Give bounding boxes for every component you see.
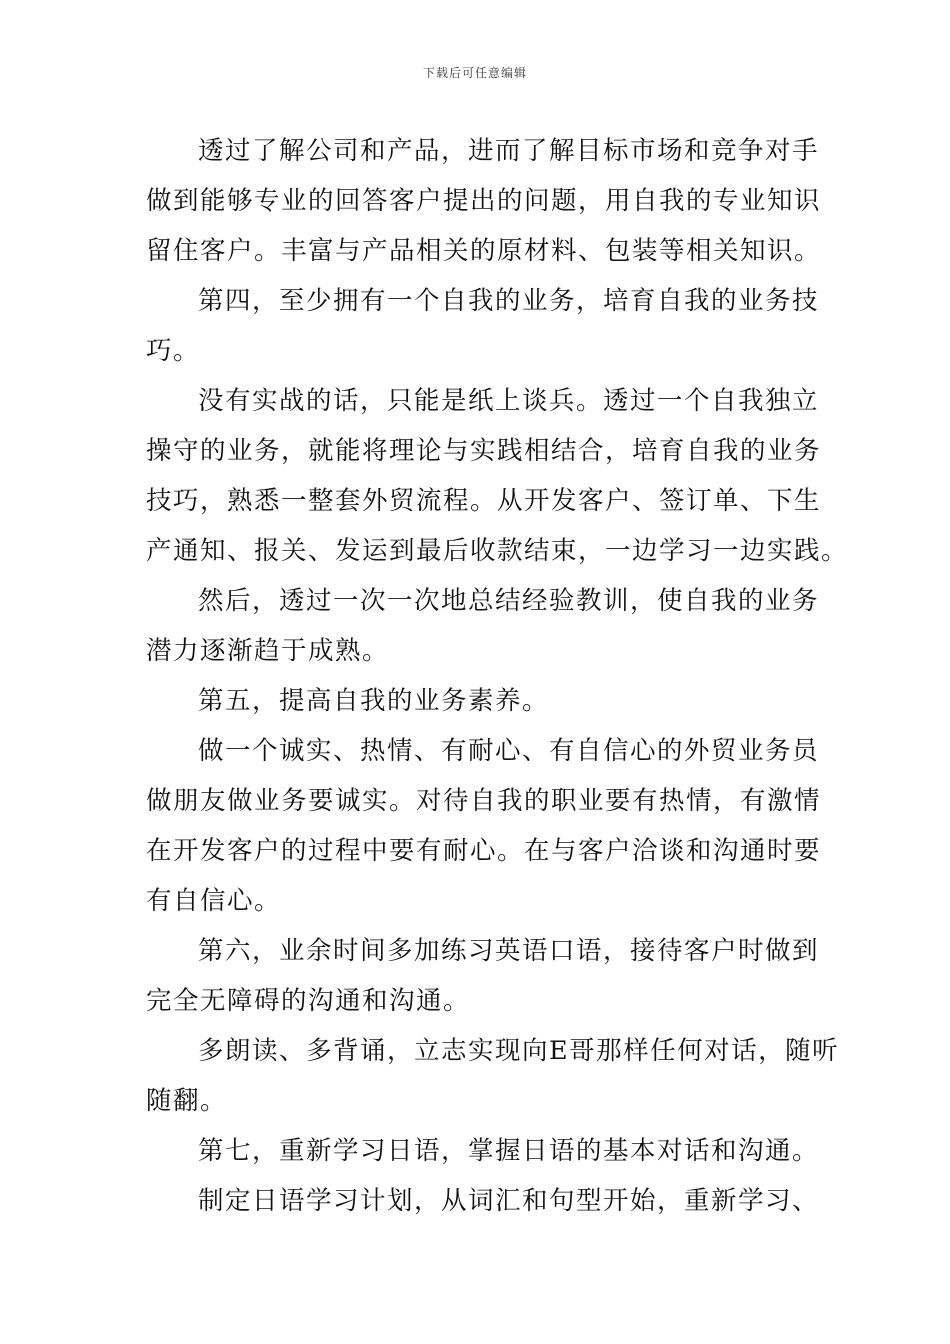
text-line: 然后，透过一次一次地总结经验教训，使自我的业务 (198, 586, 820, 616)
text-line: 做一个诚实、热情、有耐心、有自信心的外贸业务员 (198, 736, 820, 766)
text-line: 多朗读、多背诵，立志实现向E哥那样任何对话，随听 (198, 1036, 840, 1066)
text-line: 第四，至少拥有一个自我的业务，培育自我的业务技 (198, 286, 820, 316)
text-line: 透过了解公司和产品，进而了解目标市场和竞争对手 (198, 136, 820, 166)
text-line: 操守的业务，就能将理论与实践相结合，培育自我的业务 (146, 436, 822, 466)
text-line: 没有实战的话，只能是纸上谈兵。透过一个自我独立 (198, 386, 820, 416)
document-body (146, 126, 849, 1226)
text-line: 技巧，熟悉一整套外贸流程。从开发客户、签订单、下生 (146, 486, 822, 516)
text-line: 第七，重新学习日语，掌握日语的基本对话和沟通。 (198, 1136, 820, 1166)
text-line: 随翻。 (146, 1086, 228, 1116)
text-line: 制定日语学习计划，从词汇和句型开始，重新学习、 (198, 1186, 820, 1216)
page-header: 下载后可任意编辑 (422, 66, 527, 80)
text-line: 潜力逐渐趋于成熟。 (146, 636, 390, 666)
text-line: 在开发客户的过程中要有耐心。在与客户洽谈和沟通时要 (146, 836, 822, 866)
text-line: 做朋友做业务要诚实。对待自我的职业要有热情，有激情 (146, 786, 822, 816)
text-line: 有自信心。 (146, 886, 282, 916)
text-line: 完全无障碍的沟通和沟通。 (146, 986, 471, 1016)
text-line: 第五，提高自我的业务素养。 (198, 686, 550, 716)
text-line: 留住客户。丰富与产品相关的原材料、包装等相关知识。 (146, 236, 822, 266)
text-line: 产通知、报关、发运到最后收款结束，一边学习一边实践。 (146, 536, 849, 566)
text-line: 巧。 (146, 336, 201, 366)
text-line: 第六，业余时间多加练习英语口语，接待客户时做到 (198, 936, 820, 966)
text-line: 做到能够专业的回答客户提出的问题，用自我的专业知识 (146, 186, 822, 216)
